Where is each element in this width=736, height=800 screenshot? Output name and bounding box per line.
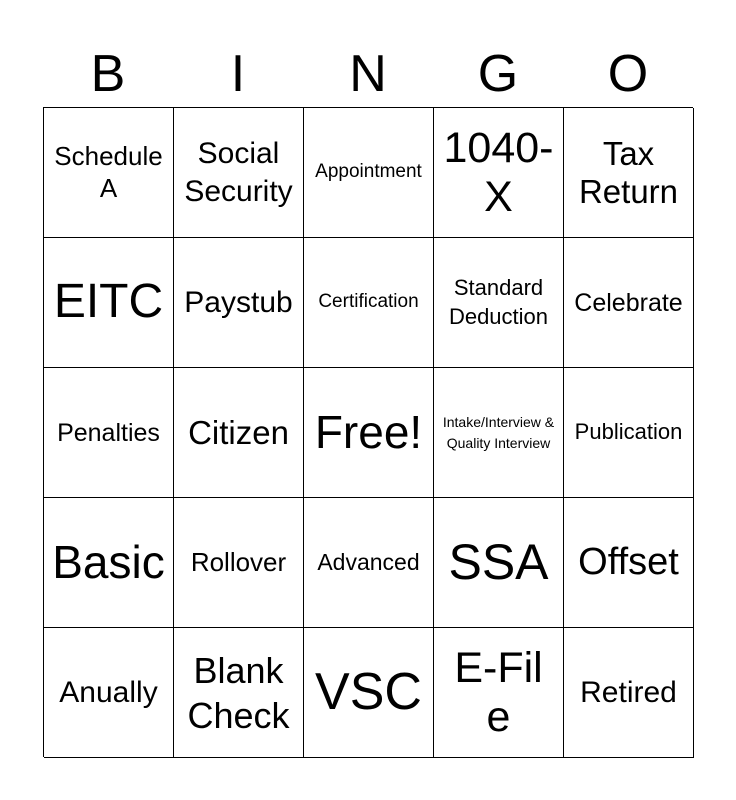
bingo-cell[interactable] bbox=[304, 498, 434, 628]
bingo-header bbox=[43, 40, 693, 108]
header-letter-n: N bbox=[349, 45, 387, 103]
bingo-cell[interactable] bbox=[44, 498, 174, 628]
cell-text: Offset bbox=[578, 540, 679, 583]
bingo-cell[interactable] bbox=[304, 238, 434, 368]
cell-text: Basic bbox=[52, 536, 165, 589]
cell-text: Rollover bbox=[190, 546, 287, 577]
bingo-cell[interactable] bbox=[564, 108, 694, 238]
bingo-cell[interactable] bbox=[174, 368, 304, 498]
cell-text: Advanced bbox=[317, 548, 420, 575]
cell-text: Standard Deduction bbox=[448, 274, 549, 329]
bingo-cell[interactable] bbox=[44, 368, 174, 498]
bingo-cell[interactable] bbox=[44, 238, 174, 368]
cell-text: Celebrate bbox=[574, 288, 683, 317]
cell-text: Schedule A bbox=[54, 141, 163, 203]
bingo-cell[interactable] bbox=[434, 368, 564, 498]
header-letter-i: I bbox=[230, 45, 246, 103]
cell-text: Retired bbox=[580, 675, 677, 709]
bingo-cell[interactable] bbox=[434, 628, 564, 758]
cell-text: Free! bbox=[314, 406, 423, 459]
bingo-cell[interactable] bbox=[304, 108, 434, 238]
bingo-cell[interactable] bbox=[434, 238, 564, 368]
bingo-cell[interactable] bbox=[44, 108, 174, 238]
cell-text: Tax Return bbox=[578, 134, 679, 210]
header-letter-b: B bbox=[90, 45, 126, 103]
cell-text: Paystub bbox=[184, 285, 293, 319]
cell-text: Appointment bbox=[315, 161, 422, 183]
cell-text: Intake/Interview & Quality Interview bbox=[442, 414, 555, 451]
header-letter-g: G bbox=[477, 45, 519, 103]
cell-text: E-File bbox=[454, 644, 543, 741]
cell-text: Anually bbox=[59, 675, 158, 709]
bingo-cell[interactable] bbox=[304, 628, 434, 758]
cell-text: Citizen bbox=[188, 413, 289, 451]
bingo-cell[interactable] bbox=[434, 498, 564, 628]
cell-text: 1040-X bbox=[443, 124, 554, 221]
bingo-cell[interactable] bbox=[174, 498, 304, 628]
bingo-cell[interactable] bbox=[434, 108, 564, 238]
bingo-cell[interactable] bbox=[174, 628, 304, 758]
header-letter-o: O bbox=[607, 45, 649, 103]
bingo-cell[interactable] bbox=[564, 368, 694, 498]
bingo-cell[interactable] bbox=[174, 238, 304, 368]
cell-text: Blank Check bbox=[187, 649, 290, 736]
bingo-cell[interactable] bbox=[304, 368, 434, 498]
bingo-cell[interactable] bbox=[564, 498, 694, 628]
cell-text: Certification bbox=[318, 291, 419, 313]
bingo-cell[interactable] bbox=[564, 238, 694, 368]
cell-text: Publication bbox=[574, 419, 683, 445]
bingo-cell[interactable] bbox=[44, 628, 174, 758]
cell-text: EITC bbox=[53, 275, 164, 329]
cell-text: SSA bbox=[448, 534, 549, 590]
bingo-board bbox=[43, 107, 693, 757]
bingo-cell[interactable] bbox=[564, 628, 694, 758]
bingo-cell[interactable] bbox=[174, 108, 304, 238]
cell-text: Penalties bbox=[57, 418, 160, 447]
cell-text: VSC bbox=[315, 662, 422, 721]
cell-text: Social Security bbox=[184, 137, 293, 208]
